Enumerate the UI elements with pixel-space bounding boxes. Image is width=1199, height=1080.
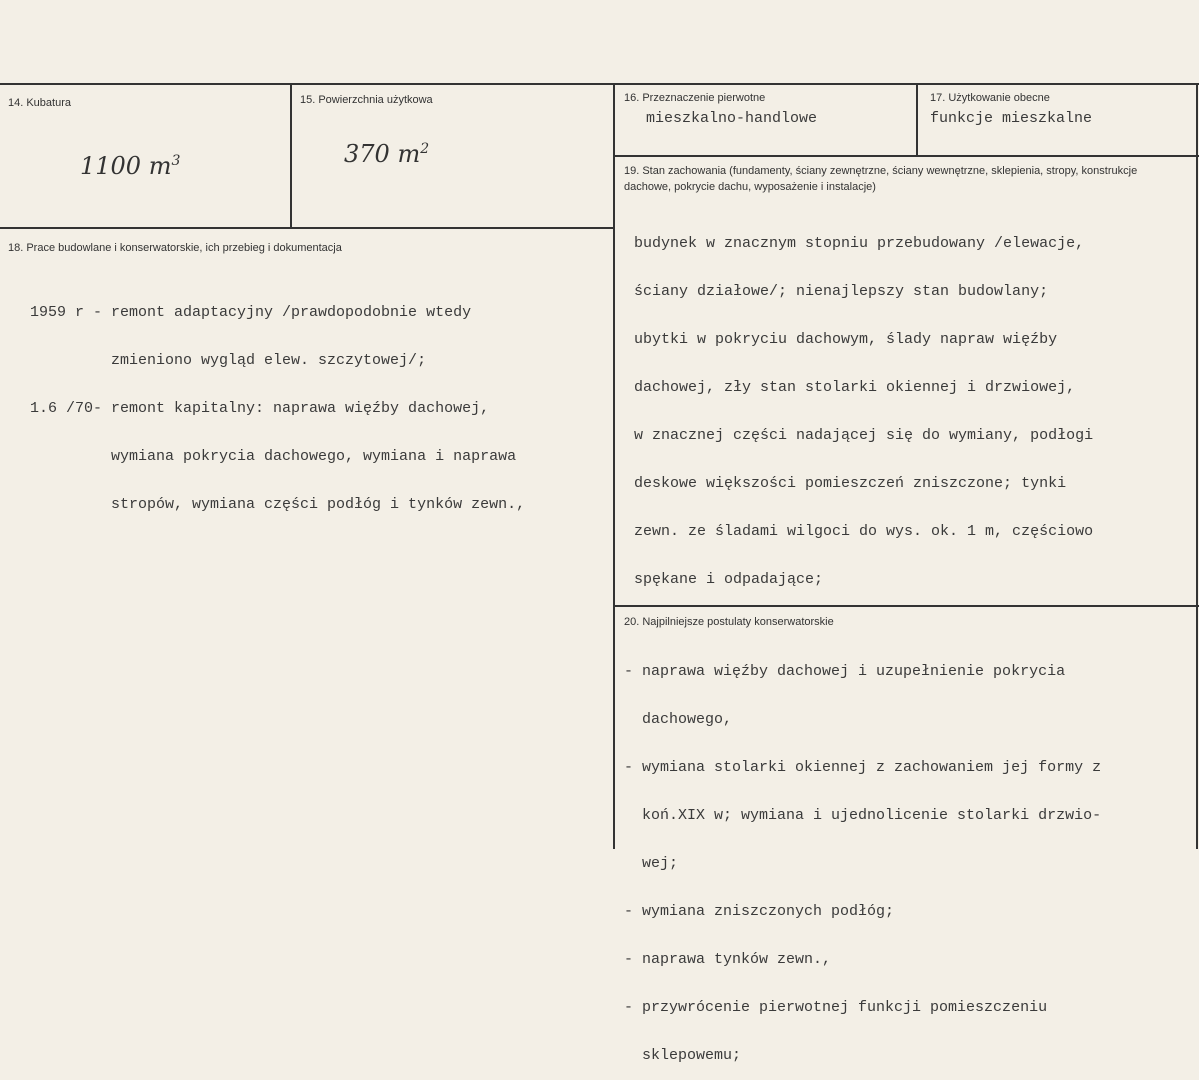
field-16-label: 16. Przeznaczenie pierwotne <box>624 92 766 104</box>
divider-v-main <box>613 84 615 849</box>
field-19-text <box>634 204 1093 604</box>
field-15-label: 15. Powierzchnia użytkowa <box>300 94 433 106</box>
postulate-line: - wymiana stolarki okiennej z zachowaniem jej formy z <box>624 759 1102 776</box>
condition-line: ubytki w pokryciu dachowym, ślady napraw więźby <box>634 331 1058 348</box>
kubatura-exponent: 3 <box>171 153 181 169</box>
field-19-label: 19. Stan zachowania (fundamenty, ściany zewnętrzne, ściany wewnętrzne, sklepienia, stropy, konstrukcje dachowe, pokrycie dachu, wyposażenie i instalacje) <box>624 165 1138 193</box>
field-17-label: 17. Użytkowanie obecne <box>930 92 1050 104</box>
powierzchnia-exponent: 2 <box>420 141 430 157</box>
postulate-line: dachowego, <box>624 711 733 728</box>
work-line: 1959 r - remont adaptacyjny /prawdopodobnie wtedy <box>30 304 472 321</box>
divider-v-14-15 <box>290 84 292 228</box>
field-18-text <box>30 273 525 529</box>
condition-line: ściany działowe/; nienajlepszy stan budowlany; <box>634 283 1049 300</box>
powierzchnia-number: 370 <box>344 140 390 168</box>
kubatura-number: 1100 <box>80 152 142 180</box>
work-line: 1.6 /70- remont kapitalny: naprawa więźby dachowej, <box>30 400 490 417</box>
field-20-label: 20. Najpilniejsze postulaty konserwatorskie <box>624 616 834 628</box>
divider-h-20 <box>614 605 1199 607</box>
field-14-label: 14. Kubatura <box>8 97 71 109</box>
postulate-line: - wymiana zniszczonych podłóg; <box>624 903 895 920</box>
divider-h-18 <box>0 227 614 229</box>
field-16-value: mieszkalno-handlowe <box>646 110 818 127</box>
work-line: wymiana pokrycia dachowego, wymiana i naprawa <box>30 448 517 465</box>
field-20-text <box>624 632 1101 1080</box>
postulate-line: wej; <box>624 855 679 872</box>
condition-line: deskowe większości pomieszczeń zniszczone; tynki <box>634 475 1067 492</box>
condition-line: budynek w znacznym stopniu przebudowany /elewacje, <box>634 235 1085 252</box>
divider-v-16-17 <box>916 84 918 156</box>
right-border <box>1196 84 1198 849</box>
condition-line: zewn. ze śladami wilgoci do wys. ok. 1 m, częściowo <box>634 523 1094 540</box>
postulate-line: sklepowemu; <box>624 1047 742 1064</box>
condition-line: w znacznej części nadającej się do wymiany, podłogi <box>634 427 1094 444</box>
postulate-line: - przywrócenie pierwotnej funkcji pomieszczeniu <box>624 999 1048 1016</box>
field-18-label: 18. Prace budowlane i konserwatorskie, ich przebieg i dokumentacja <box>8 242 342 254</box>
postulate-line: - naprawa tynków zewn., <box>624 951 832 968</box>
top-border <box>0 83 1199 85</box>
work-line: zmieniono wygląd elew. szczytowej/; <box>30 352 427 369</box>
divider-h-19 <box>614 155 1199 157</box>
postulate-line: koń.XIX w; wymiana i ujednolicenie stolarki drzwio- <box>624 807 1102 824</box>
condition-line: dachowej, zły stan stolarki okiennej i drzwiowej, <box>634 379 1076 396</box>
field-15-value <box>344 140 429 168</box>
postulate-line: - naprawa więźby dachowej i uzupełnienie pokrycia <box>624 663 1066 680</box>
powierzchnia-unit: m <box>397 140 421 168</box>
field-17-value: funkcje mieszkalne <box>930 110 1093 127</box>
field-14-value <box>80 152 180 180</box>
condition-line: spękane i odpadające; <box>634 571 824 588</box>
work-line: stropów, wymiana części podłóg i tynków zewn., <box>30 496 526 513</box>
kubatura-unit: m <box>148 152 172 180</box>
